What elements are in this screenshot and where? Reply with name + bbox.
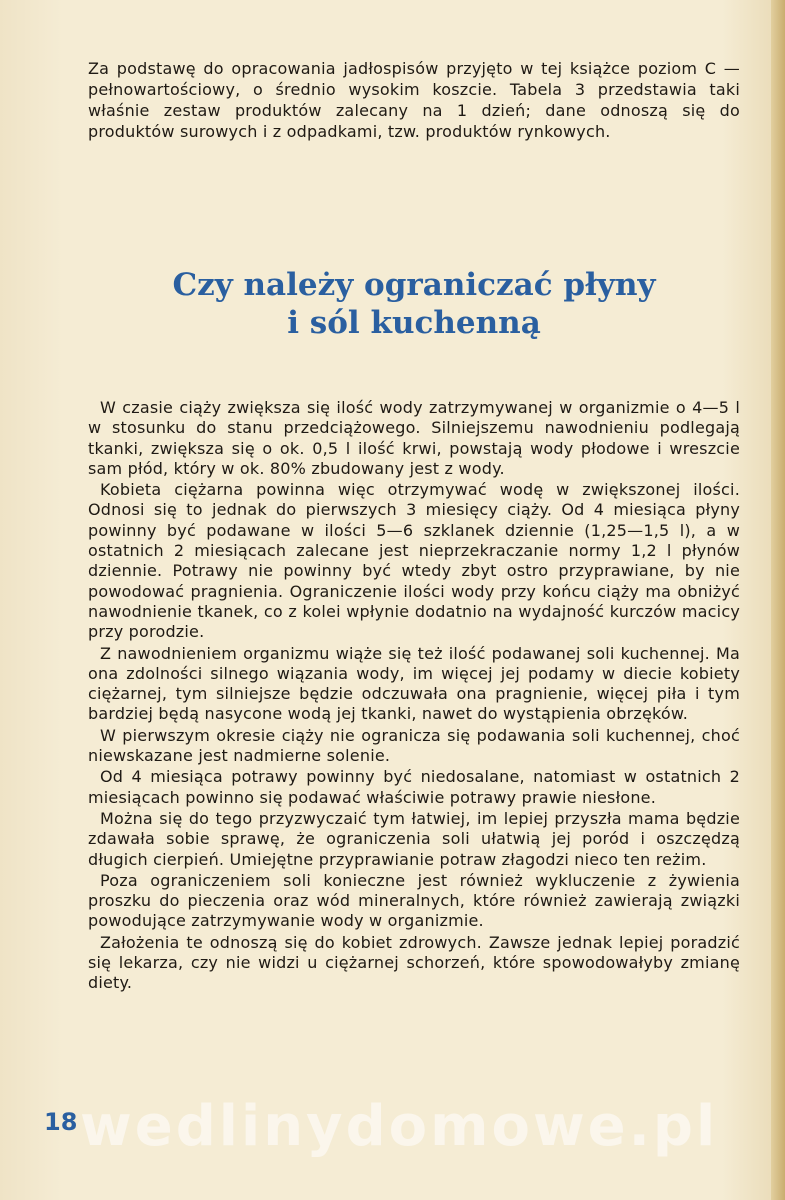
body-paragraph: Od 4 miesiąca potrawy powinny być niedosalane, natomiast w ostatnich 2 miesiącach powinno się podawać właściwie potrawy prawie niesłone. [88,767,740,807]
body-text [88,398,740,995]
page-edge [771,0,785,1200]
section-heading [88,266,740,342]
body-paragraph: W czasie ciąży zwiększa się ilość wody zatrzymywanej w organizmie o 4—5 l w stosunku do stanu przedciążowego. Silniejszemu nawodnieniu podlegają tkanki, zwiększa się o ok. 0,5 l ilość krwi, powstają wody płodowe i wreszcie sam płód, który w ok. 80% zbudowany jest z wody. [88,398,740,478]
body-paragraph: Z nawodnieniem organizmu wiąże się też ilość podawanej soli kuchennej. Ma ona zdolności silnego wiązania wody, im więcej jej podamy w diecie kobiety ciężarnej, tym silniejsze będzie odczuwała ona pragnienie, więcej piła i tym bardziej będą nasycone wodą jej tkanki, nawet do wystąpienia obrzęków. [88,643,740,724]
body-paragraph: Poza ograniczeniem soli konieczne jest również wykluczenie z żywienia proszku do pieczenia oraz wód mineralnych, które również zawierają związki powodujące zatrzymywanie wody w organizmie. [88,870,740,931]
intro-paragraph: Za podstawę do opracowania jadłospisów przyjęto w tej książce poziom C — pełnowartościowy, o średnio wysokim koszcie. Tabela 3 przedstawia taki właśnie zestaw produktów zalecany na 1 dzień; dane odnoszą się do produktów surowych i z odpadkami, tzw. produktów rynkowych. [88,59,740,141]
body-paragraph: Kobieta ciężarna powinna więc otrzymywać wodę w zwiększonej ilości. Odnosi się to jednak do pierwszych 3 miesięcy ciąży. Od 4 miesiąca płyny powinny być podawane w ilości 5—6 szklanek dziennie (1,25—1,5 l), a w ostatnich 2 miesiącach zalecane jest nieprzekraczanie normy 1,2 l płynów dziennie. Potrawy nie powinny być wtedy zbyt ostro przyprawiane, by nie powodować pragnienia. Ograniczenie ilości wody przy końcu ciąży ma obniżyć nawodnienie tkanek, co z kolei wpłynie dodatnio na wydajność kurczów macicy przy porodzie. [88,480,740,642]
body-paragraph: Założenia te odnoszą się do kobiet zdrowych. Zawsze jednak lepiej poradzić się lekarza, czy nie widzi u ciężarnej schorzeń, które spowodowałyby zmianę diety. [88,932,740,993]
body-paragraph: W pierwszym okresie ciąży nie ogranicza się podawania soli kuchennej, choć niewskazane jest nadmierne solenie. [88,725,740,766]
intro-section [88,58,740,142]
watermark: wedlinydomowe.pl [80,1094,719,1159]
body-paragraph: Można się do tego przyzwyczaić tym łatwiej, im lepiej przyszła mama będzie zdawała sobie sprawę, że ograniczenia soli ułatwią jej poród i oszczędzą długich cierpień. Umiejętne przyprawianie potraw złagodzi nieco ten reżim. [88,808,740,869]
heading-line-2: i sól kuchenną [287,305,541,341]
heading-line-1: Czy należy ograniczać płyny [172,267,656,303]
page-number: 18 [44,1108,78,1136]
